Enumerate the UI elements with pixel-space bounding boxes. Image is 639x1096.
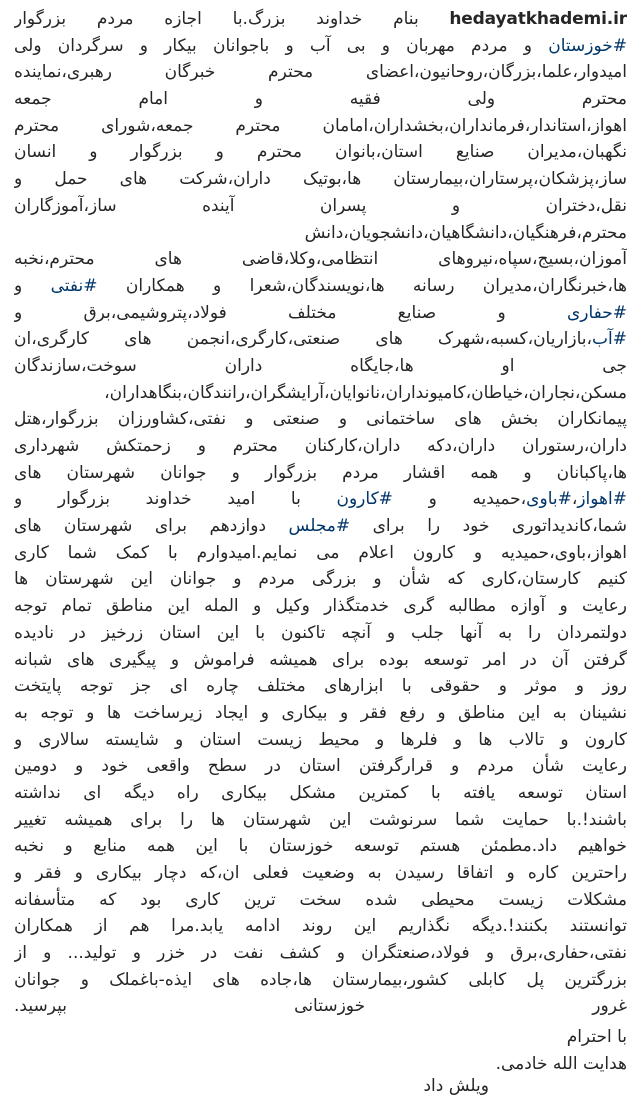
caption-text: رعایت و آوازه مطالبه گری خدمتگذار وکیل و المله این مناطق تمام توجه (14, 596, 627, 617)
caption-line (14, 673, 627, 700)
caption-text: کنیم کارستان،کاری که شأن و بزرگی مردم و جوانان این شهرستان ها (14, 569, 627, 590)
caption-text: ها،خبرنگاران،مدیران رسانه ها،نویسندگان،شعرا و همکاران (97, 275, 627, 296)
caption-text: جی او ها،جایگاه داران سوخت،سازندگان (14, 355, 627, 376)
caption-text: مشکلات زیست محیطی شده سخت ترین کاری بود که متأسفانه (14, 889, 627, 910)
hashtag-link[interactable]: #اهواز (577, 489, 627, 510)
caption-line (14, 193, 627, 220)
clipped-next-line: ویلش داد (423, 1076, 489, 1096)
caption-line (14, 326, 627, 353)
caption-line (14, 406, 627, 433)
caption-text: ساز،پزشکان،پرستاران،بیمارستان ها،بوتیک داران،شرکت های حمل و (14, 169, 627, 190)
hashtag-link[interactable]: #آب (592, 329, 627, 350)
caption-line (14, 700, 627, 727)
caption-text: ، (571, 489, 578, 510)
caption-line (14, 807, 627, 834)
hashtag-link[interactable]: #خوزستان (548, 35, 627, 56)
caption-text: روز و موثر و حقوقی با ابزارهای مختلف چاره ای جز توجه پایتخت (14, 676, 627, 697)
caption-line (14, 887, 627, 914)
closing-text: با احترام (566, 1027, 627, 1048)
caption-line (14, 220, 627, 247)
caption-text: محترم ولی فقیه و امام جمعه (14, 89, 627, 110)
caption-text: خواهیم داد.مطمئن هستم توسعه خوزستان با این همه منابع و نخبه (14, 836, 627, 857)
caption-line (14, 113, 627, 140)
caption-line (14, 753, 627, 780)
hashtag-link[interactable]: #کارون (336, 489, 393, 510)
caption-line (14, 300, 627, 327)
hashtag-link[interactable]: #باوی (526, 489, 572, 510)
caption-line (14, 780, 627, 807)
caption-line (14, 620, 627, 647)
caption-text: محترم،فرهنگیان،دانشگاهیان،دانشجویان،دانش (304, 222, 627, 243)
caption-line (14, 513, 627, 540)
caption-line (14, 59, 627, 86)
caption-line (14, 380, 627, 407)
caption-text: استان توسعه یافته با کمترین مشکل بیکاری راه دیگه ای نداشته (14, 782, 627, 803)
caption-text: کارون و تالاب ها و فلرها و محیط زیست استان و شایسته سالاری و (14, 729, 627, 750)
caption-line (14, 540, 627, 567)
caption-text: نقل،دختران و پسران آینده ساز،آموزگاران (14, 195, 627, 216)
caption-line (14, 913, 627, 940)
caption-line (14, 86, 627, 113)
caption-line (14, 246, 627, 273)
signature-block (14, 1024, 627, 1077)
caption-line (14, 139, 627, 166)
caption-line (14, 460, 627, 487)
caption-text: امیدوار،علما،بزرگان،روحانیون،اعضای محترم خبرگان رهبری،نماینده (14, 62, 627, 83)
caption-text: و (14, 275, 51, 296)
caption-line (14, 166, 627, 193)
caption-line (14, 273, 627, 300)
caption-line (14, 860, 627, 887)
hashtag-link[interactable]: #مجلس (288, 516, 351, 537)
post-caption (14, 6, 627, 1080)
caption-text: غرور خوزستانی بپرسید. (14, 996, 627, 1017)
caption-text: نفتی،حفاری،برق و فولاد،صنعتگران و کشف نفت در خزر و تولید... و از (14, 943, 627, 964)
caption-line (14, 566, 627, 593)
caption-text: شما،کاندیداتوری خود را برای (350, 516, 627, 537)
caption-text: راحترین کاره و اتفاقا رسیدن به وضعیت فعلی ان،که دچار بیکاری و فقر و (14, 863, 627, 883)
caption-text: با امید خداوند بزرگوار و (14, 489, 337, 510)
caption-body (14, 6, 627, 1020)
caption-text: توانستند بکنند!.دیگه نگذاریم این روند ادامه یابد.مرا هم از همکاران (14, 916, 627, 937)
caption-text: اهواز،استاندار،فرمانداران،بخشداران،امامان محترم جمعه،شورای محترم (14, 115, 627, 136)
caption-text: آموزان،بسیج،سپاه،نیروهای انتظامی،وکلا،قاضی های محترم،نخبه (14, 249, 627, 270)
caption-text: بنام خداوند بزرگ.با اجازه مردم بزرگوار (14, 9, 450, 29)
username-link[interactable]: hedayatkhademi.ir (449, 9, 627, 29)
caption-line (14, 433, 627, 460)
caption-text: بزرگترین پل کابلی کشور،بیمارستان ها،جاده های ایذه-باغملک و جوانان (14, 969, 627, 990)
caption-text: نشینان به این مناطق و رفع فقر و بیکاری و ایجاد زیرساخت ها و توجه به (14, 702, 627, 723)
caption-line (14, 727, 627, 754)
caption-line (14, 647, 627, 674)
caption-text: رعایت شأن مردم و قرارگرفتن استان در سطح واقعی خود و دومین (14, 756, 627, 777)
caption-text: اهواز،باوی،حمیدیه و کارون اعلام می نمایم.امیدوارم با کمک شما کاری (14, 542, 627, 563)
caption-line (14, 33, 627, 60)
caption-text: داران،رستوران داران،دکه داران،کارکنان محترم و زحمتکش شهرداری (14, 436, 627, 456)
caption-text: دوازدهم برای شهرستان های (14, 516, 289, 537)
caption-text: ،بازاریان،کسبه،شهرک های صنعتی،کارگری،انجمن های کارگری،ان (14, 329, 593, 350)
signature-text: هدایت الله خادمی. (495, 1053, 627, 1074)
caption-text: پیمانکاران بخش های ساختمانی و صنعتی و نفتی،کشاورزان بزرگوار،هتل (14, 409, 627, 430)
hashtag-link[interactable]: #نفتی (50, 275, 98, 296)
caption-text: باشند!.با حمایت شما سرنوشت این شهرستان ها را برای همیشه تغییر (14, 809, 627, 830)
caption-line (14, 993, 627, 1020)
caption-line (14, 6, 627, 33)
caption-text: دولتمردان را به آنها جلب و آنچه تاکنون با این استان زرخیز در نادیده (14, 622, 627, 643)
caption-text: مسکن،نجاران،خیاطان،کامیونداران،نانوایان،آرایشگران،رانندگان،بنگاهداران، (104, 382, 627, 403)
caption-line (14, 940, 627, 967)
caption-text: و مردم مهربان و بی آب و باجوانان بیکار و سرگردان ولی (14, 35, 549, 56)
caption-line (14, 353, 627, 380)
caption-text: ها،پاکبانان و همه اقشار مردم بزرگوار و جوانان شهرستان های (14, 462, 627, 483)
caption-text: ،حمیدیه و (392, 489, 527, 510)
caption-text: گرفتن آن در امر توسعه بوده برای همیشه فراموش و پیگیری های شبانه (14, 649, 627, 670)
caption-line (14, 833, 627, 860)
caption-text: و صنایع مختلف فولاد،پتروشیمی،برق و (14, 302, 567, 323)
caption-line (14, 593, 627, 620)
caption-line (14, 967, 627, 994)
caption-line (14, 486, 627, 513)
hashtag-link[interactable]: #حفاری (566, 302, 627, 323)
caption-text: نگهبان،مدیران صنایع استان،بانوان محترم و بزرگوار و انسان (14, 142, 627, 163)
